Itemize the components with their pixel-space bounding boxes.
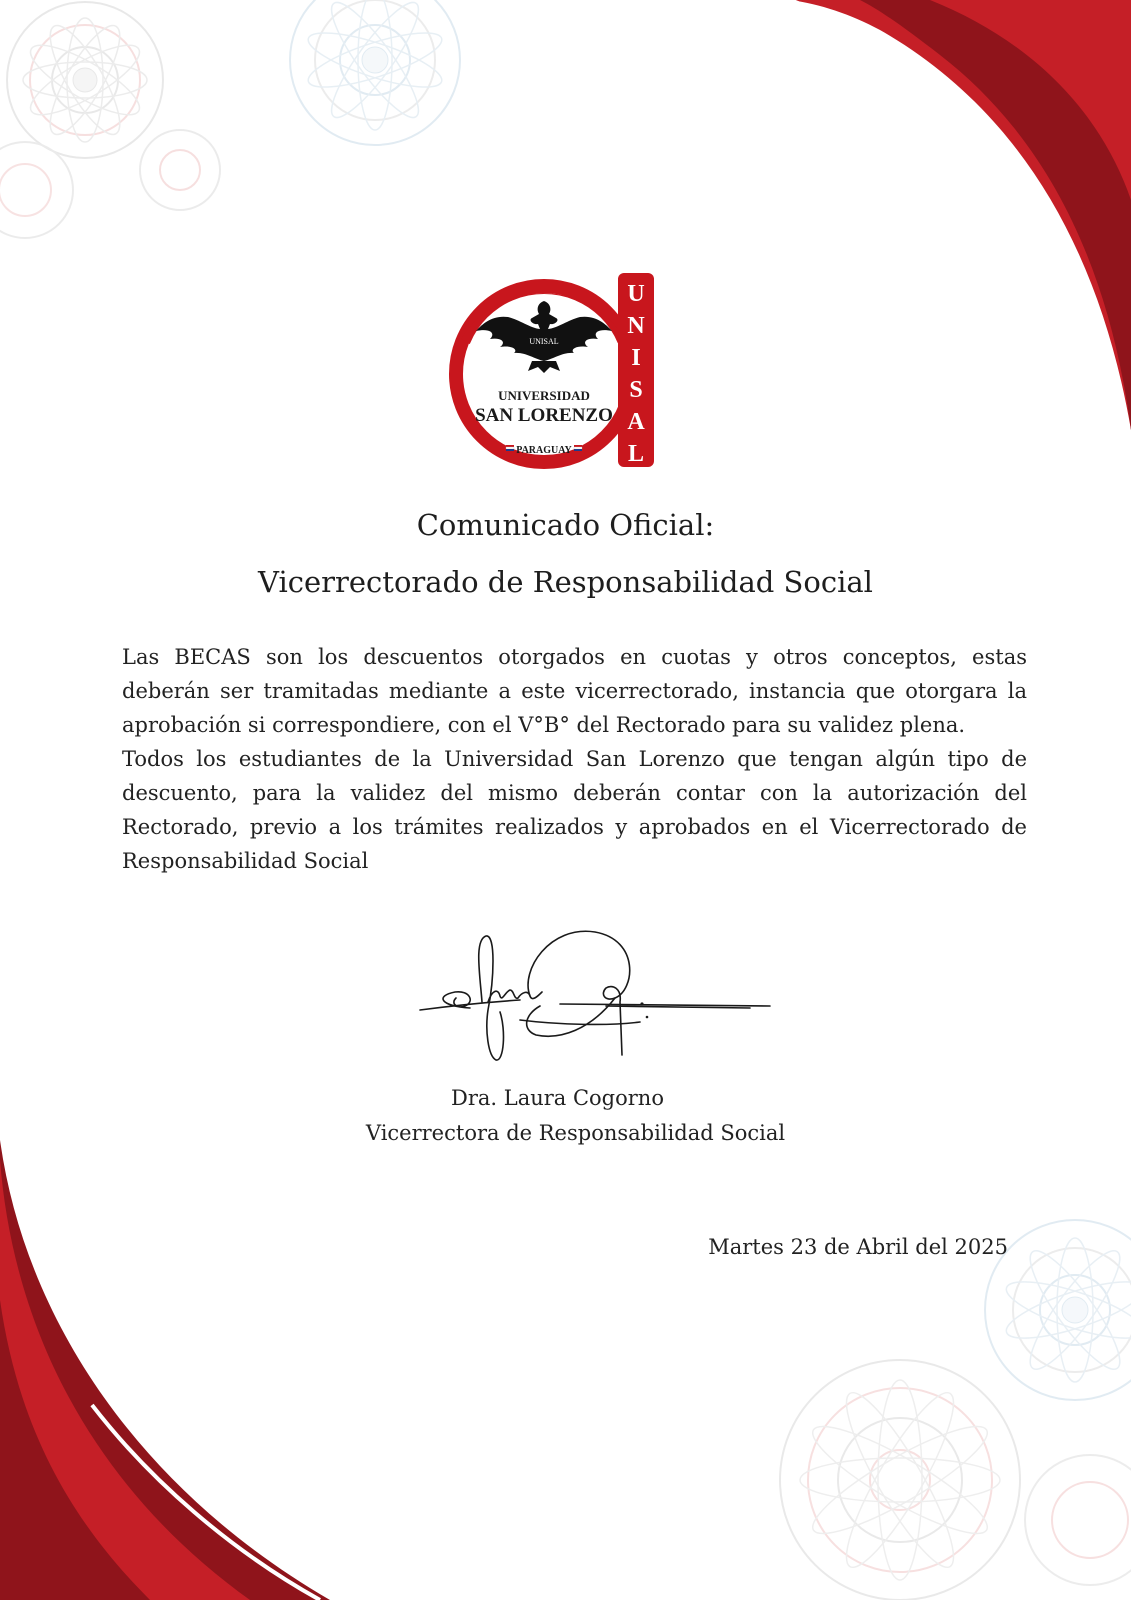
- logo-country: PARAGUAY: [516, 445, 572, 456]
- logo-emblem-text: UNISAL: [529, 337, 559, 346]
- document-date: Martes 23 de Abril del 2025: [708, 1235, 1008, 1259]
- university-logo: [448, 273, 666, 476]
- document-body: [122, 640, 1027, 878]
- lace-ornament-top-left: [0, 0, 460, 238]
- logo-letter: N: [627, 313, 645, 339]
- signer-name: Dra. Laura Cogorno: [451, 1086, 664, 1110]
- logo-university-line2: SAN LORENZO: [475, 405, 613, 426]
- handwritten-signature: [410, 930, 780, 1080]
- lace-ornament-bottom-right: [780, 1220, 1131, 1600]
- logo-letter: L: [627, 441, 645, 467]
- red-sweep-top-right: [790, 0, 1131, 430]
- logo-letter: A: [627, 409, 645, 435]
- logo-letter: S: [629, 377, 643, 403]
- body-paragraph-2: Todos los estudiantes de la Universidad San Lorenzo que tengan algún tipo de descuento, para la validez del mismo deberán contar con la autorización del Rectorado, previo a los trámites realizados y aprobados en el Vicerrectorado de Responsabilidad Social: [122, 747, 1027, 873]
- document-title: Comunicado Oficial:: [416, 508, 715, 542]
- logo-university-line1: UNIVERSIDAD: [498, 388, 590, 403]
- logo-letter: I: [631, 345, 641, 371]
- body-paragraph-1: Las BECAS son los descuentos otorgados en cuotas y otros conceptos, estas deberán ser tramitadas mediante a este vicerrectorado, instancia que otorgara la aprobación si correspondiere, con el V°B° del Rectorado para su validez plena.: [122, 645, 1027, 737]
- red-sweep-bottom-left: [0, 1140, 330, 1600]
- logo-letter: U: [627, 281, 645, 307]
- signer-title: Vicerrectora de Responsabilidad Social: [365, 1121, 786, 1145]
- document-subtitle: Vicerrectorado de Responsabilidad Social: [258, 565, 873, 599]
